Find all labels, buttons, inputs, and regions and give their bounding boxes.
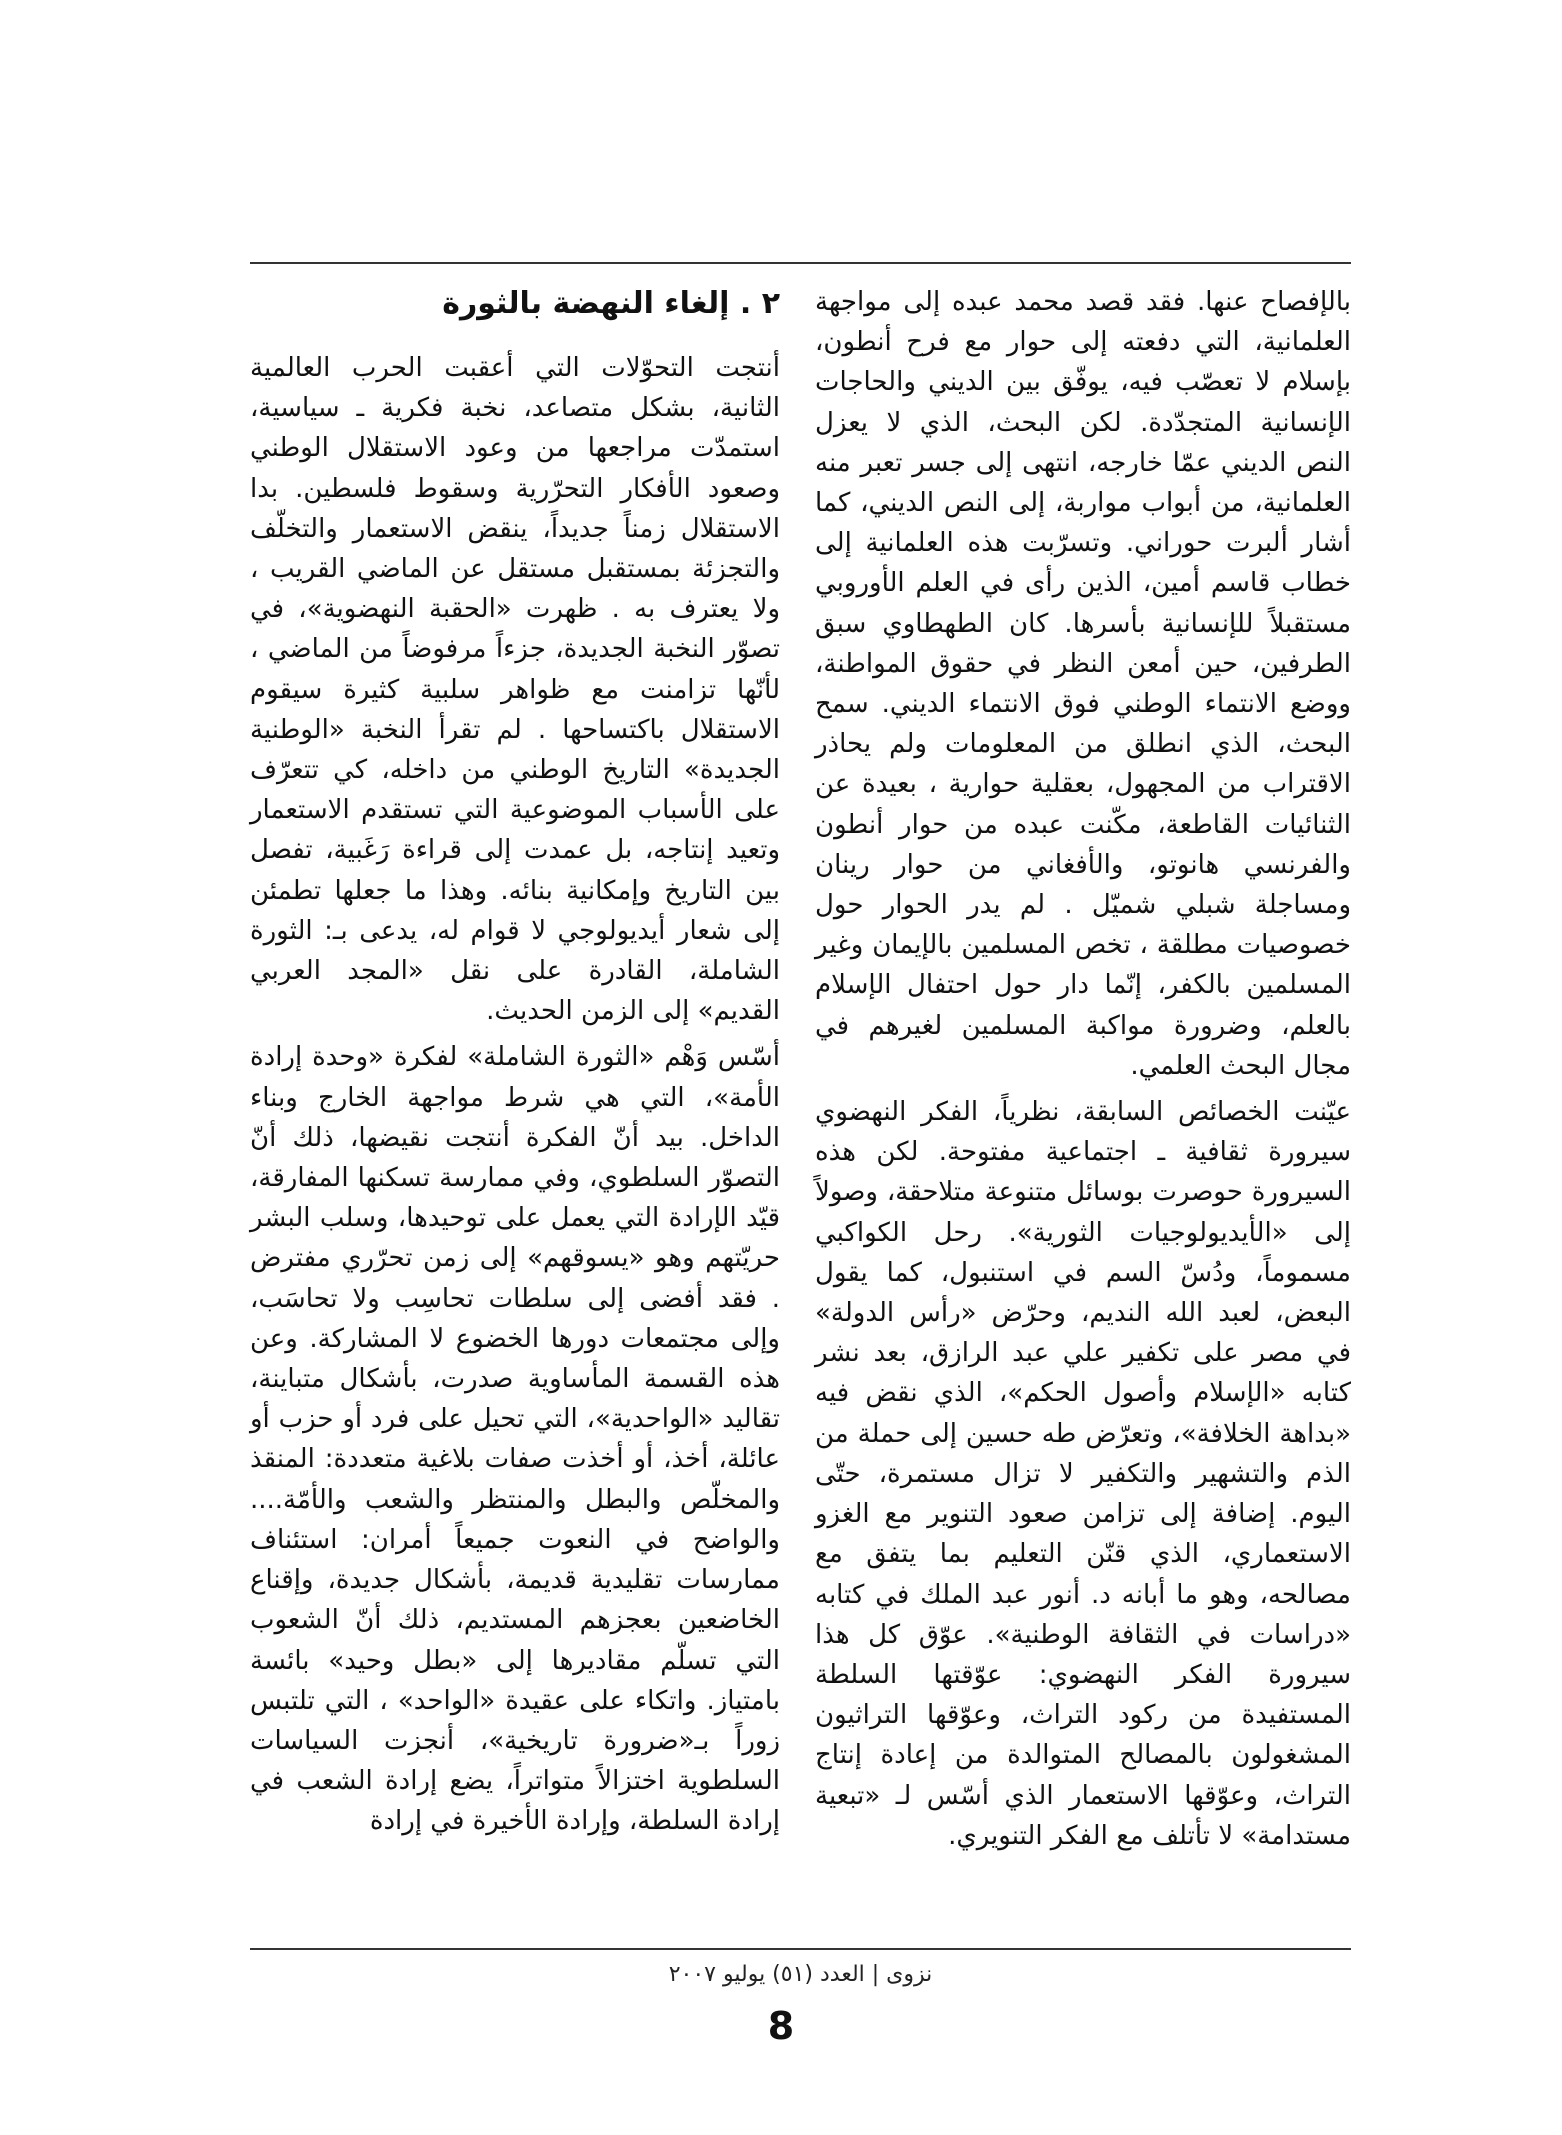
paragraph: أنتجت التحوّلات التي أعقبت الحرب العالمية الثانية، بشكل متصاعد، نخبة فكرية ـ سياسية، استمدّت مراجعها من وعود الاستقلال الوطني وصعود الأفكار التحرّرية وسقوط فلسطين. بدا الاستقلال زمناً جديداً، ينقض الاستعمار والتخلّف والتجزئة بمستقبل مستقل عن الماضي القريب ، ولا يعترف به . ظهرت «الحقبة النهضوية»، في تصوّر النخبة الجديدة، جزءاً مرفوضاً من الماضي ، لأنّها تزامنت مع ظواهر سلبية كثيرة سيقوم الاستقلال باكتساحها . لم تقرأ النخبة «الوطنية الجديدة» التاريخ الوطني من داخله، كي تتعرّف على الأسباب الموضوعية التي تستقدم الاستعمار وتعيد إنتاجه، بل عمدت إلى قراءة رَغَبية، تفصل بين التاريخ وإمكانية بنائه. وهذا ما جعلها تطمئن إلى شعار أيديولوجي لا قوام له، يدعى بـ: الثورة الشاملة، القادرة على نقل «المجد العربي القديم» إلى الزمن الحديث.: [250, 353, 780, 1027]
top-rule: [250, 262, 1351, 264]
paragraph: أسّس وَهْم «الثورة الشاملة» لفكرة «وحدة إرادة الأمة»، التي هي شرط مواجهة الخارج وبناء الداخل. بيد أنّ الفكرة أنتجت نقيضها، ذلك أنّ التصوّر السلطوي، وفي ممارسة تسكنها المفارقة، قيّد الإرادة التي يعمل على توحيدها، وسلب البشر حريّتهم وهو «يسوقهم» إلى زمن تحرّري مفترض . فقد أفضى إلى سلطات تحاسِب ولا تحاسَب، وإلى مجتمعات دورها الخضوع لا المشاركة. وعن هذه القسمة المأساوية صدرت، بأشكال متباينة، تقاليد «الواحدية»، التي تحيل على فرد أو حزب أو عائلة، أخذ، أو أخذت صفات بلاغية متعددة: المنقذ والمخلّص والبطل والمنتظر والشعب والأمّة.... والواضح في النعوت جميعاً أمران: استئناف ممارسات تقليدية قديمة، بأشكال جديدة، وإقناع الخاضعين بعجزهم المستديم، ذلك أنّ الشعوب التي تسلّم مقاديرها إلى «بطل وحيد» بائسة بامتياز. واتكاء على عقيدة «الواحد» ، التي تلتبس زوراً بـ«ضرورة تاريخية»، أنجزت السياسات السلطوية اختزالاً متواتراً، يضع إرادة الشعب في إرادة السلطة، وإرادة الأخيرة في إرادة: [250, 1042, 780, 1837]
paragraph: عيّنت الخصائص السابقة، نظرياً، الفكر النهضوي سيرورة ثقافية ـ اجتماعية مفتوحة. لكن هذه السيرورة حوصرت بوسائل متنوعة متلاحقة، وصولاً إلى «الأيديولوجيات الثورية». رحل الكواكبي مسموماً، ودُسّ السم في استنبول، كما يقول البعض، لعبد الله النديم، وحرّض «رأس الدولة» في مصر على تكفير علي عبد الرازق، بعد نشر كتابه «الإسلام وأصول الحكم»، الذي نقض فيه «بداهة الخلافة»، وتعرّض طه حسين إلى حملة من الذم والتشهير والتكفير لا تزال مستمرة، حتّى اليوم. إضافة إلى تزامن صعود التنوير مع الغزو الاستعماري، الذي قنّن التعليم بما يتفق مع مصالحه، وهو ما أبانه د. أنور عبد الملك في كتابه «دراسات في الثقافة الوطنية». عوّق كل هذا سيرورة الفكر النهضوي: عوّقتها السلطة المستفيدة من ركود التراث، وعوّقها التراثيون المشغولون بالمصالح المتوالدة من إعادة إنتاج التراث، وعوّقها الاستعمار الذي أسّس لـ «تبعية مستدامة» لا تأتلف مع الفكر التنويري.: [815, 1097, 1351, 1851]
footer-issue-line: نزوى | العدد (٥١) يوليو ٢٠٠٧: [668, 1962, 933, 1987]
paragraph: بالإفصاح عنها. فقد قصد محمد عبده إلى مواجهة العلمانية، التي دفعته إلى حوار مع فرح أنطون، بإسلام لا تعصّب فيه، يوفّق بين الديني والحاجات الإنسانية المتجدّدة. لكن البحث، الذي لا يعزل النص الديني عمّا خارجه، انتهى إلى جسر تعبر منه العلمانية، من أبواب مواربة، إلى النص الديني، كما أشار ألبرت حوراني. وتسرّبت هذه العلمانية إلى خطاب قاسم أمين، الذين رأى في العلم الأوروبي مستقبلاً للإنسانية بأسرها. كان الطهطاوي سبق الطرفين، حين أمعن النظر في حقوق المواطنة، ووضع الانتماء الوطني فوق الانتماء الديني. سمح البحث، الذي انطلق من المعلومات ولم يحاذر الاقتراب من المجهول، بعقلية حوارية ، بعيدة عن الثنائيات القاطعة، مكّنت عبده من حوار أنطون والفرنسي هانوتو، والأفغاني من حوار رينان ومساجلة شبلي شميّل . لم يدر الحوار حول خصوصيات مطلقة ، تخص المسلمين بالإيمان وغير المسلمين بالكفر، إنّما دار حول احتفال الإسلام بالعلم، وضرورة مواكبة المسلمين لغيرهم في مجال البحث العلمي.: [815, 287, 1351, 1081]
section-heading: ٢ . إلغاء النهضة بالثورة: [442, 286, 780, 321]
page-number: 8: [767, 2004, 795, 2048]
text-column-right: [815, 282, 1351, 1856]
bottom-rule: [250, 1948, 1351, 1950]
text-column-left: [250, 282, 780, 1842]
